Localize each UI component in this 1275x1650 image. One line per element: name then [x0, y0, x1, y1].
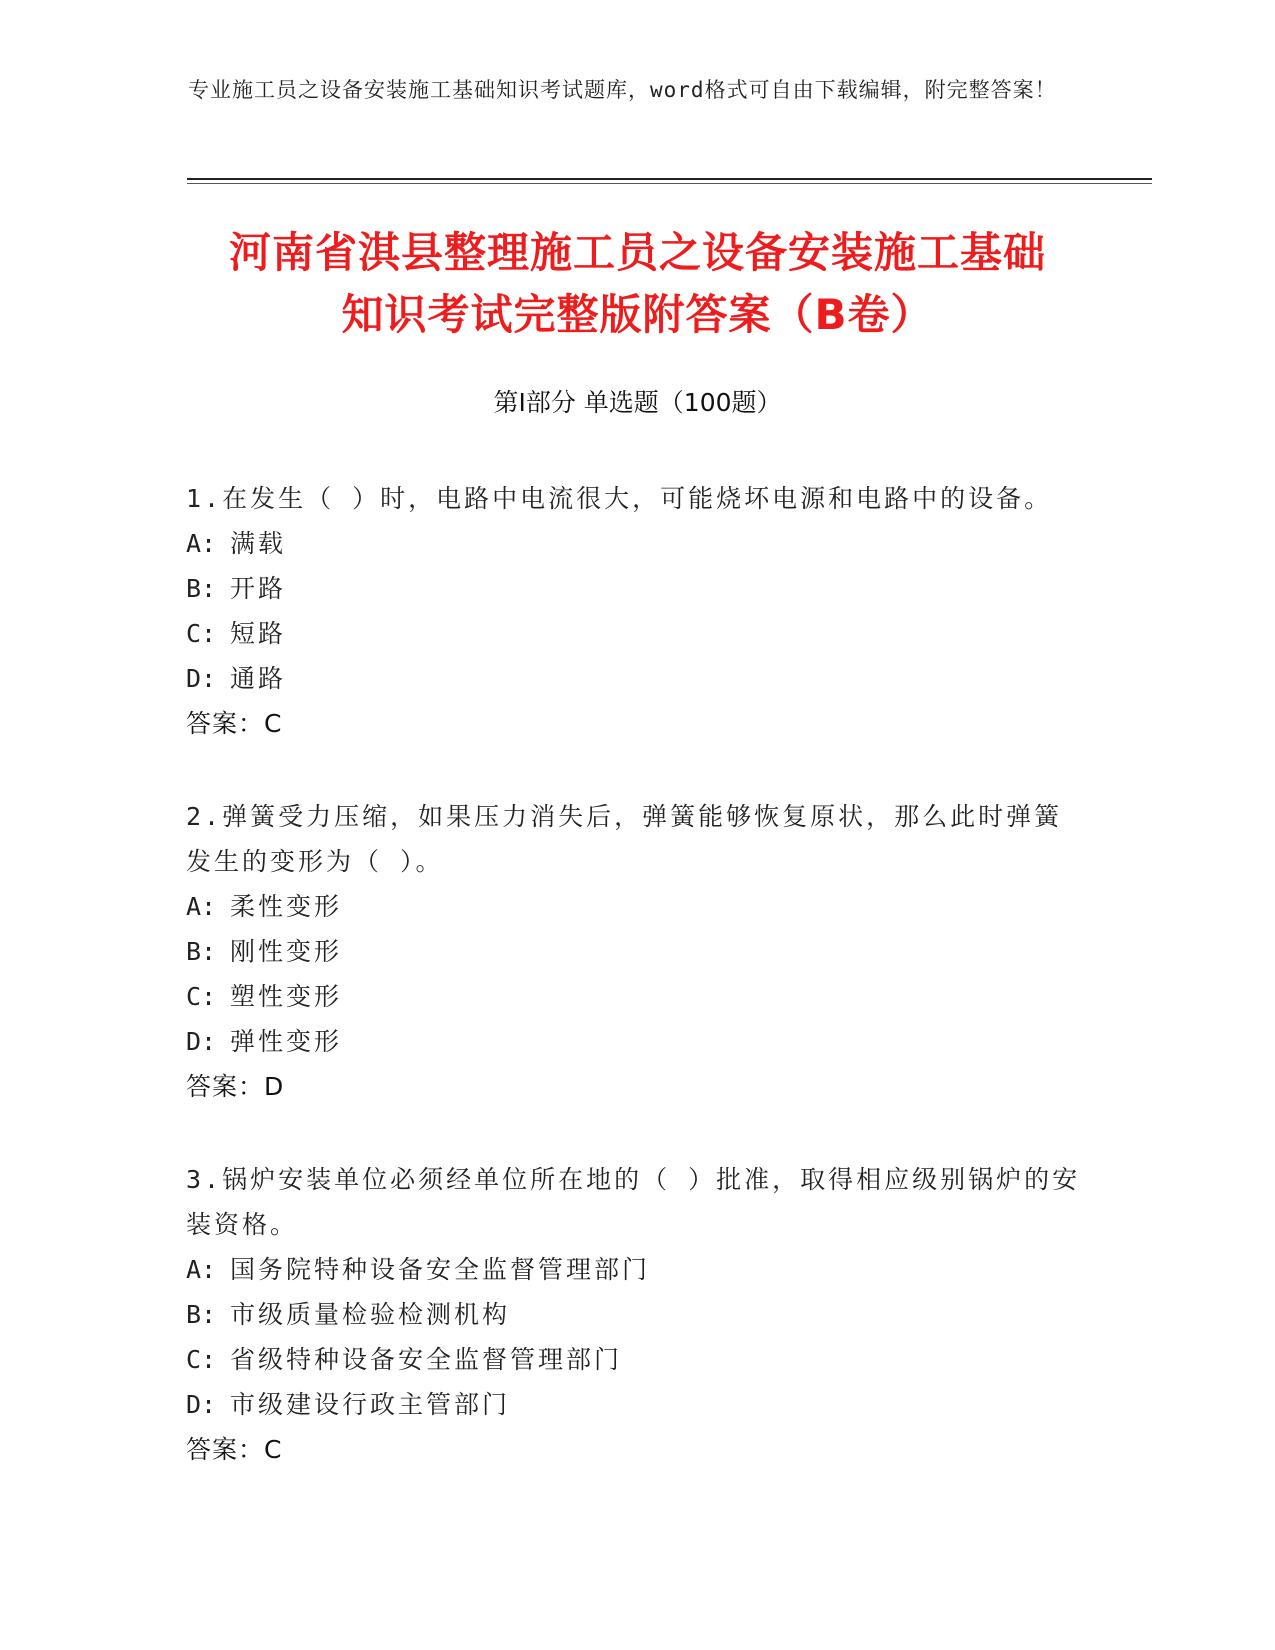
question-answer: 答案：C [186, 709, 283, 738]
question-answer: 答案：D [186, 1072, 285, 1101]
option-c [186, 1337, 1086, 1382]
option-c [186, 611, 1086, 656]
option-letter: A: [186, 529, 217, 558]
option-letter: C: [186, 982, 217, 1011]
option-letter: B: [186, 937, 217, 966]
option-d [186, 1382, 1086, 1427]
question-3 [186, 1157, 1086, 1472]
option-letter: A: [186, 892, 217, 921]
option-letter: C: [186, 1345, 217, 1374]
option-letter: D: [186, 664, 217, 693]
header-divider-thin [187, 183, 1152, 184]
document-title-line-2: 知识考试完整版附答案（B卷） [341, 290, 934, 339]
option-letter: B: [186, 1300, 217, 1329]
option-letter: B: [186, 574, 217, 603]
header-divider-thick [187, 178, 1152, 180]
option-text: 开路 [230, 574, 287, 603]
option-letter: D: [186, 1027, 217, 1056]
option-text: 柔性变形 [230, 892, 343, 921]
option-c [186, 974, 1086, 1019]
option-text: 通路 [230, 664, 287, 693]
header-note: 专业施工员之设备安装施工基础知识考试题库，word格式可自由下载编辑，附完整答案！ [188, 78, 1057, 102]
option-text: 满载 [230, 529, 287, 558]
option-text: 弹性变形 [230, 1027, 343, 1056]
option-b [186, 1292, 1086, 1337]
question-list [186, 476, 1086, 1472]
option-text: 刚性变形 [230, 937, 343, 966]
option-a [186, 1247, 1086, 1292]
option-a [186, 521, 1086, 566]
option-letter: A: [186, 1255, 217, 1284]
option-letter: D: [186, 1390, 217, 1419]
document-title-line-1: 河南省淇县整理施工员之设备安装施工基础 [228, 228, 1046, 277]
option-b [186, 929, 1086, 974]
option-text: 国务院特种设备安全监督管理部门 [230, 1255, 651, 1284]
question-1 [186, 476, 1086, 746]
question-stem: 3.锅炉安装单位必须经单位所在地的（ ）批准，取得相应级别锅炉的安装资格。 [186, 1165, 1081, 1239]
question-spacer [186, 1109, 1086, 1157]
option-text: 塑性变形 [230, 982, 343, 1011]
question-answer: 答案：C [186, 1435, 283, 1464]
option-d [186, 1019, 1086, 1064]
document-title [170, 222, 1105, 346]
question-spacer [186, 746, 1086, 794]
option-d [186, 656, 1086, 701]
question-2 [186, 794, 1086, 1109]
question-stem: 2.弹簧受力压缩，如果压力消失后，弹簧能够恢复原状，那么此时弹簧发生的变形为（ ）。 [186, 802, 1063, 876]
option-a [186, 884, 1086, 929]
option-text: 省级特种设备安全监督管理部门 [230, 1345, 623, 1374]
option-text: 市级质量检验检测机构 [230, 1300, 511, 1329]
option-b [186, 566, 1086, 611]
option-text: 市级建设行政主管部门 [230, 1390, 511, 1419]
option-letter: C: [186, 619, 217, 648]
question-stem: 1.在发生（ ）时，电路中电流很大，可能烧坏电源和电路中的设备。 [186, 484, 1053, 513]
section-title: 第Ⅰ部分 单选题（100题） [493, 388, 782, 417]
option-text: 短路 [230, 619, 287, 648]
